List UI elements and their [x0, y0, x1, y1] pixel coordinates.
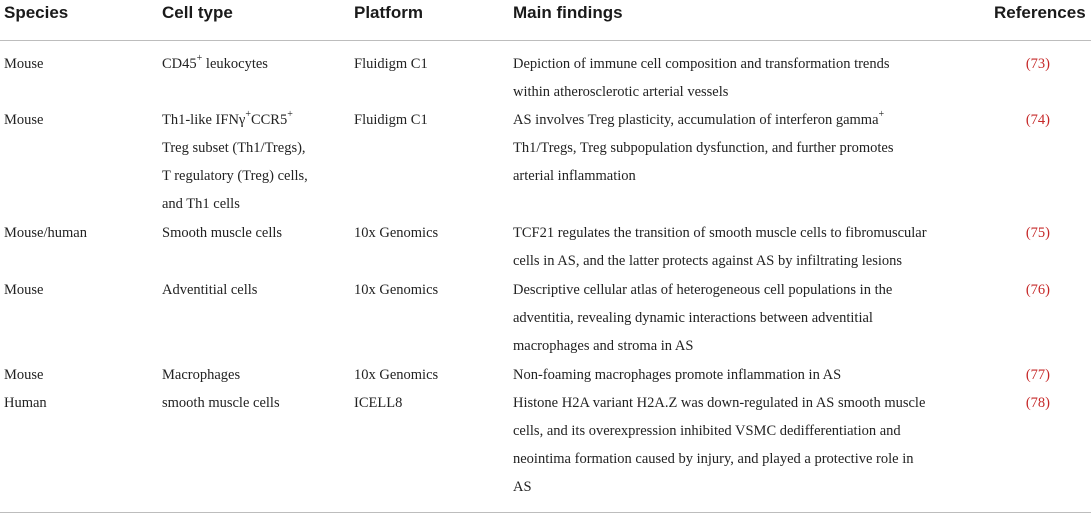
- header-rule: [0, 40, 1091, 41]
- row-4-species: Mouse: [4, 367, 44, 383]
- row-0-cell-type: CD45+ leukocytes: [162, 53, 268, 72]
- row-4-reference-link[interactable]: (77): [1025, 367, 1050, 383]
- row-0-species: Mouse: [4, 56, 44, 72]
- row-4-cell-type: Macrophages: [162, 367, 241, 383]
- header-platform: Platform: [354, 3, 423, 22]
- row-2-reference-link[interactable]: (75): [1025, 225, 1050, 241]
- row-2-cell-type: Smooth muscle cells: [162, 225, 283, 241]
- header-species: Species: [4, 3, 69, 22]
- row-5-species: Human: [4, 395, 47, 411]
- row-5-reference-link[interactable]: (78): [1025, 395, 1050, 411]
- row-2-platform: 10x Genomics: [354, 225, 439, 241]
- row-1-findings: AS involves Treg plasticity, accumulation of interferon gamma+ Th1/Tregs, Treg subpopulation dysfunction, and further promotes arterial inflammation: [513, 109, 894, 184]
- row-0-findings: Depiction of immune cell composition and transformation trends within atherosclerotic arterial vessels: [513, 56, 890, 100]
- row-5-platform: ICELL8: [354, 395, 403, 411]
- row-1-species: Mouse: [4, 112, 44, 128]
- row-0-platform: Fluidigm C1: [354, 56, 428, 72]
- row-3-cell-type: Adventitial cells: [162, 282, 258, 298]
- row-5-findings: Histone H2A variant H2A.Z was down-regulated in AS smooth muscle cells, and its overexpression inhibited VSMC dedifferentiation and neointima formation caused by injury, and played a protective role in AS: [513, 395, 926, 495]
- header-cell-type: Cell type: [162, 3, 233, 22]
- row-1-reference-link[interactable]: (74): [1025, 112, 1050, 128]
- row-3-reference-link[interactable]: (76): [1025, 282, 1050, 298]
- row-4-platform: 10x Genomics: [354, 367, 439, 383]
- row-1-cell-type: Th1-like IFNγ+CCR5+ Treg subset (Th1/Tregs), T regulatory (Treg) cells, and Th1 cells: [162, 109, 308, 212]
- row-4-findings: Non-foaming macrophages promote inflammation in AS: [513, 367, 842, 383]
- header-references: References: [994, 3, 1086, 22]
- header-main-findings: Main findings: [513, 3, 623, 22]
- row-2-species: Mouse/human: [4, 225, 87, 241]
- row-5-cell-type: smooth muscle cells: [162, 395, 280, 411]
- row-2-findings: TCF21 regulates the transition of smooth muscle cells to fibromuscular cells in AS, and the latter protects against AS by infiltrating lesions: [513, 225, 927, 269]
- row-3-findings: Descriptive cellular atlas of heterogeneous cell populations in the adventitia, revealing dynamic interactions between adventitial macrophages and stroma in AS: [513, 282, 893, 354]
- row-0-reference-link[interactable]: (73): [1025, 56, 1050, 72]
- footer-rule: [0, 512, 1091, 513]
- row-3-platform: 10x Genomics: [354, 282, 439, 298]
- row-1-platform: Fluidigm C1: [354, 112, 428, 128]
- row-3-species: Mouse: [4, 282, 44, 298]
